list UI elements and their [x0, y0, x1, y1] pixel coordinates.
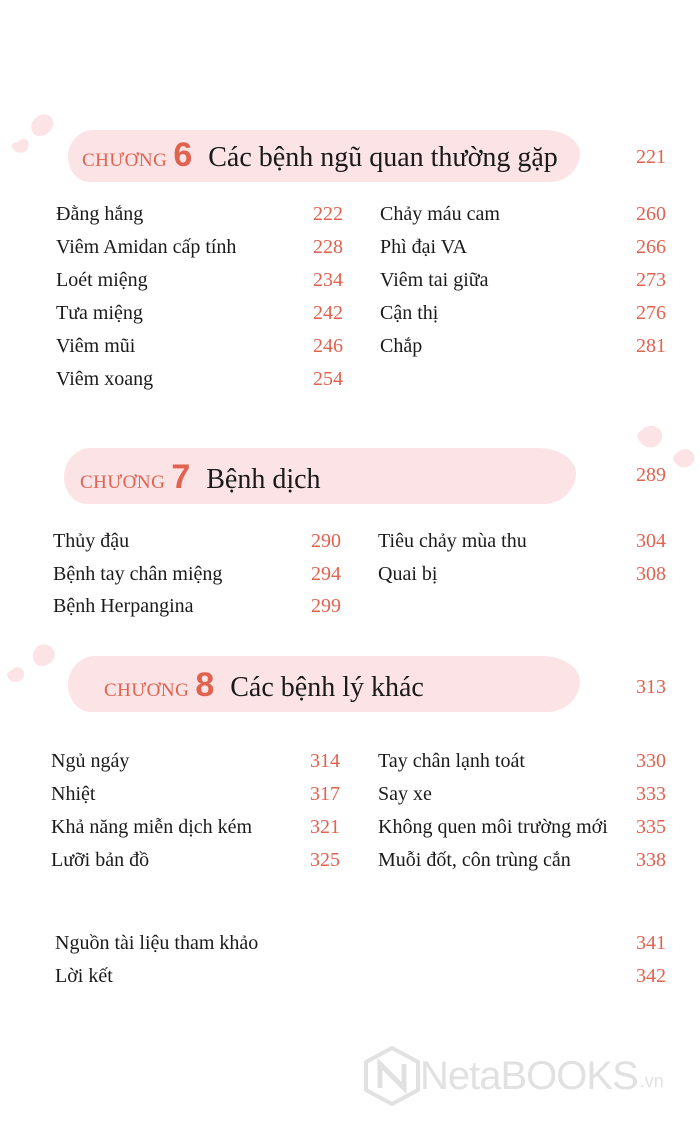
chapter-title: Các bệnh lý khác — [230, 672, 424, 703]
toc-entry[interactable]: Quai bị — [378, 563, 438, 585]
chapter-title: Bệnh dịch — [206, 464, 321, 495]
toc-page-number: 281 — [636, 335, 666, 357]
toc-page-number: 294 — [311, 563, 341, 585]
watermark — [364, 1046, 664, 1106]
chapter-6-heading[interactable] — [82, 136, 558, 175]
watermark-suffix: .vn — [639, 1070, 664, 1091]
chapter-page-number: 221 — [636, 146, 666, 168]
chapter-label: CHƯƠNG — [80, 472, 166, 493]
toc-page-number: 276 — [636, 302, 666, 324]
chapter-title: Các bệnh ngũ quan thường gặp — [208, 142, 558, 173]
chapter-number: 6 — [173, 136, 193, 174]
toc-page-number: 335 — [636, 816, 666, 838]
toc-page-number: 266 — [636, 236, 666, 258]
toc-page-number: 228 — [313, 236, 343, 258]
chapter-page-number: 313 — [636, 676, 666, 698]
heart-icon — [8, 112, 68, 162]
toc-page-number: 317 — [310, 783, 340, 805]
chapter-8-heading[interactable] — [104, 666, 424, 705]
chapter-page-number: 289 — [636, 464, 666, 486]
toc-page-number: 260 — [636, 203, 666, 225]
watermark-brand: NetaBOOKS — [420, 1053, 638, 1098]
chapter-number: 8 — [195, 666, 215, 704]
toc-page-number: 246 — [313, 335, 343, 357]
toc-page-number: 338 — [636, 849, 666, 871]
toc-entry[interactable]: Loét miệng — [56, 269, 148, 291]
toc-page-number: 290 — [311, 530, 341, 552]
toc-entry[interactable]: Tiêu chảy mùa thu — [378, 530, 527, 552]
toc-entry[interactable]: Chắp — [380, 335, 423, 357]
toc-page-number: 342 — [636, 965, 666, 987]
toc-entry[interactable]: Say xe — [378, 783, 432, 805]
toc-page-number: 333 — [636, 783, 666, 805]
toc-page-number: 304 — [636, 530, 666, 552]
toc-page-number: 234 — [313, 269, 343, 291]
toc-entry[interactable]: Viêm mũi — [56, 335, 136, 357]
toc-entry[interactable]: Bệnh tay chân miệng — [53, 563, 223, 585]
toc-entry[interactable]: Cận thị — [380, 302, 439, 324]
toc-page-number: 242 — [313, 302, 343, 324]
toc-page-number: 273 — [636, 269, 666, 291]
toc-page-number: 330 — [636, 750, 666, 772]
chapter-label: CHƯƠNG — [104, 680, 190, 701]
toc-entry[interactable]: Viêm Amidan cấp tính — [56, 236, 237, 258]
chapter-label: CHƯƠNG — [82, 150, 168, 171]
toc-page-number: 314 — [310, 750, 340, 772]
toc-entry[interactable]: Tưa miệng — [56, 302, 143, 324]
toc-entry[interactable]: Thủy đậu — [53, 530, 130, 552]
toc-entry[interactable]: Viêm tai giữa — [380, 269, 489, 291]
toc-entry[interactable]: Đằng hắng — [56, 203, 144, 225]
netabooks-logo-icon — [364, 1046, 420, 1106]
toc-page-number: 254 — [313, 368, 343, 390]
toc-entry[interactable]: Lưỡi bản đồ — [51, 849, 150, 871]
toc-entry[interactable]: Không quen môi trường mới — [378, 816, 608, 838]
toc-entry[interactable]: Viêm xoang — [56, 368, 154, 390]
toc-entry[interactable]: Bệnh Herpangina — [53, 595, 194, 617]
toc-page-number: 341 — [636, 932, 666, 954]
chapter-7-heading[interactable] — [80, 458, 321, 497]
toc-entry[interactable]: Muỗi đốt, côn trùng cắn — [378, 849, 571, 871]
toc-entry[interactable]: Nhiệt — [51, 783, 96, 805]
toc-page-number: 321 — [310, 816, 340, 838]
toc-entry[interactable]: Tay chân lạnh toát — [378, 750, 525, 772]
toc-page-number: 308 — [636, 563, 666, 585]
toc-page-number: 325 — [310, 849, 340, 871]
heart-icon — [4, 642, 70, 694]
toc-entry[interactable]: Khả năng miễn dịch kém — [51, 816, 253, 838]
toc-page-number: 299 — [311, 595, 341, 617]
toc-entry-afterword[interactable]: Lời kết — [55, 965, 113, 987]
toc-entry[interactable]: Chảy máu cam — [380, 203, 500, 225]
toc-entry-references[interactable]: Nguồn tài liệu tham khảo — [55, 932, 259, 954]
toc-entry[interactable]: Ngủ ngáy — [51, 750, 130, 772]
toc-page-number: 222 — [313, 203, 343, 225]
toc-entry[interactable]: Phì đại VA — [380, 236, 468, 258]
chapter-number: 7 — [171, 458, 191, 496]
